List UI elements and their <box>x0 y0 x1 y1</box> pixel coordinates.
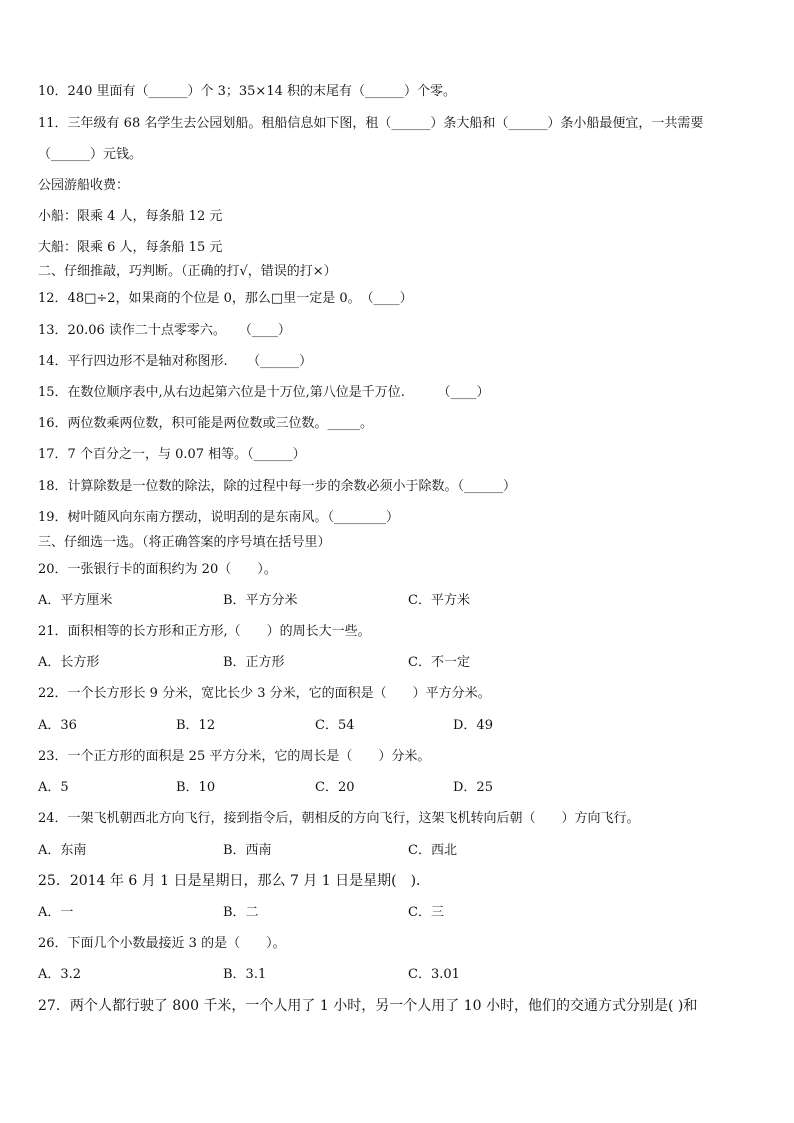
question-12: 12．48□÷2，如果商的个位是 0，那么□里一定是 0。 （____） <box>38 291 413 306</box>
question-21-options <box>38 655 758 671</box>
question-10: 10．240 里面有（______）个 3；35×14 积的末尾有（______）个零。 <box>38 84 456 99</box>
option-a[interactable]: A．5 <box>38 780 69 795</box>
question-14: 14．平行四边形不是轴对称图形. （______） <box>38 354 313 369</box>
option-c[interactable]: C．平方米 <box>408 593 470 608</box>
option-a[interactable]: A．东南 <box>38 843 87 858</box>
section-3-heading: 三、仔细选一选。（将正确答案的序号填在括号里） <box>38 535 331 550</box>
option-d[interactable]: D．49 <box>453 718 493 733</box>
option-b[interactable]: B．二 <box>223 905 259 920</box>
question-22: 22．一个长方形长 9 分米，宽比长少 3 分米，它的面积是（ ）平方分米。 <box>38 686 491 701</box>
option-b[interactable]: B．平方分米 <box>223 593 298 608</box>
question-17: 17．7 个百分之一，与 0.07 相等。（______） <box>38 447 306 462</box>
question-15: 15．在数位顺序表中,从右边起第六位是十万位,第八位是千万位. （____） <box>38 385 490 400</box>
option-b[interactable]: B．12 <box>176 718 216 733</box>
question-20: 20．一张银行卡的面积约为 20（ ）。 <box>38 562 277 577</box>
option-a[interactable]: A．长方形 <box>38 655 100 670</box>
option-b[interactable]: B．3.1 <box>223 967 267 982</box>
fee-small-boat: 小船：限乘 4 人，每条船 12 元 <box>38 209 223 224</box>
question-19: 19．树叶随风向东南方摆动，说明刮的是东南风。（________） <box>38 510 400 525</box>
option-c[interactable]: C．三 <box>408 905 444 920</box>
question-25: 25．2014 年 6 月 1 日是星期日，那么 7 月 1 日是星期( )． <box>38 873 431 889</box>
option-c[interactable]: C．20 <box>315 780 355 795</box>
question-26-options <box>38 967 758 983</box>
option-b[interactable]: B．10 <box>176 780 216 795</box>
question-16: 16．两位数乘两位数，积可能是两位数或三位数。_____。 <box>38 416 374 431</box>
question-11-line1: 11．三年级有 68 名学生去公园划船。租船信息如下图，租（______）条大船和（______）条小船最便宜，一共需要 <box>38 116 704 131</box>
option-b[interactable]: B．西南 <box>223 843 272 858</box>
question-23-options <box>38 780 758 796</box>
question-11-line2: （______）元钱。 <box>38 147 143 162</box>
option-a[interactable]: A．36 <box>38 718 77 733</box>
question-22-options <box>38 718 758 734</box>
option-c[interactable]: C．不一定 <box>408 655 470 670</box>
question-13: 13．20.06 读作二十点零零六。 （____） <box>38 323 291 338</box>
option-c[interactable]: C．西北 <box>408 843 457 858</box>
question-25-options <box>38 905 758 921</box>
section-2-heading: 二、仔细推敲，巧判断。（正确的打√，错误的打×） <box>38 264 337 279</box>
fee-title: 公园游船收费： <box>38 178 130 193</box>
option-c[interactable]: C．54 <box>315 718 355 733</box>
option-b[interactable]: B．正方形 <box>223 655 285 670</box>
option-a[interactable]: A．平方厘米 <box>38 593 113 608</box>
question-24: 24．一架飞机朝西北方向飞行，接到指令后，朝相反的方向飞行，这架飞机转向后朝（ ）方向飞行。 <box>38 811 640 826</box>
option-a[interactable]: A．一 <box>38 905 74 920</box>
question-21: 21．面积相等的长方形和正方形,（ ）的周长大一些。 <box>38 624 371 639</box>
option-d[interactable]: D．25 <box>453 780 493 795</box>
question-24-options <box>38 843 758 859</box>
question-27: 27．两个人都行驶了 800 千米，一个人用了 1 小时，另一个人用了 10 小时，他们的交通方式分别是( )和 <box>38 998 698 1014</box>
question-23: 23．一个正方形的面积是 25 平方分米，它的周长是（ ）分米。 <box>38 749 431 764</box>
option-a[interactable]: A．3.2 <box>38 967 82 982</box>
option-c[interactable]: C．3.01 <box>408 967 460 982</box>
fee-big-boat: 大船：限乘 6 人，每条船 15 元 <box>38 240 223 255</box>
question-18: 18．计算除数是一位数的除法，除的过程中每一步的余数必须小于除数。（______） <box>38 479 517 494</box>
question-26: 26．下面几个小数最接近 3 的是（ ）。 <box>38 936 286 951</box>
question-20-options <box>38 593 758 609</box>
